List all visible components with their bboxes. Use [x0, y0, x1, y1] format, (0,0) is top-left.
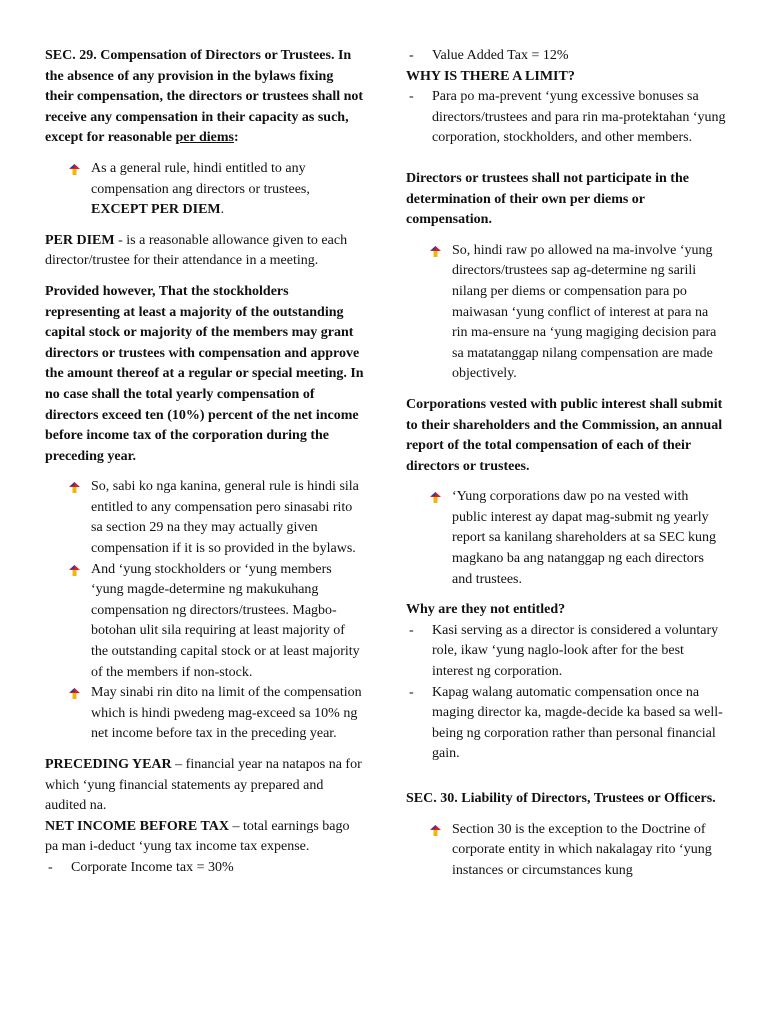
- arrow-bullet-icon: [69, 688, 80, 699]
- corporate-tax-item: - Corporate Income tax = 30%: [45, 858, 365, 879]
- net-income-definition: NET INCOME BEFORE TAX – total earnings bago pa man i-deduct ‘yung tax income tax expense.: [45, 818, 350, 855]
- arrow-bullet-icon: [69, 482, 80, 493]
- proviso-paragraph: Provided however, That the stockholders representing at least a majority of the outstanding capital stock or majority of the members may grant directors or trustees with compensation and approve the amount thereof at a regular or special meeting. In no case shall the total yearly compensation of directors exceed ten (10%) percent of the net income before income tax of the corporation during the preceding year.: [45, 283, 364, 464]
- bullet-list-sec30: [406, 820, 726, 882]
- public-interest-paragraph: Corporations vested with public interest shall submit to their shareholders and the Commission, an annual report of the total compensation of each of their directors or trustees.: [406, 396, 723, 474]
- list-item: ‘Yung corporations daw po na vested with public interest ay dapat mag-submit ng yearly report sa kanilang shareholders at sa SEC kung magkano ba ang natanggap ng each directors and trustees.: [452, 487, 726, 590]
- arrow-bullet-icon: [430, 246, 441, 257]
- left-column: [45, 46, 365, 879]
- bullet-list-public-interest: [406, 487, 726, 590]
- list-item: So, hindi raw po allowed na ma-involve ‘yung directors/trustees sap ag-determine ng sarili nilang per diems or compensation para po maiwasan ‘yung conflict of interest at para na rin ma-ensure na ‘yung magiging decision para sa matatanggap nilang compensation are made objectively.: [452, 241, 726, 385]
- bullet-list-no-participate: [406, 241, 726, 385]
- list-item: May sinabi rin dito na limit of the compensation which is hindi pwedeng mag-exceed sa 10% ng net income before tax in the preceding year.: [91, 683, 365, 745]
- arrow-bullet-icon: [69, 164, 80, 175]
- reason-item: - Kasi serving as a director is considered a voluntary role, ikaw ‘yung naglo-look after for the best interest ng corporation.: [409, 622, 719, 680]
- vat-item: - Value Added Tax = 12%: [406, 46, 726, 67]
- why-limit-heading: WHY IS THERE A LIMIT?: [406, 68, 575, 84]
- no-participate-paragraph: Directors or trustees shall not participate in the determination of their own per diems or compensation.: [406, 170, 689, 228]
- list-item: As a general rule, hindi entitled to any compensation ang directors or trustees, EXCEPT PER DIEM.: [91, 159, 365, 221]
- why-not-entitled-heading: Why are they not entitled?: [406, 602, 566, 618]
- dash-mark: -: [409, 89, 414, 105]
- dash-mark: -: [409, 622, 414, 638]
- bullet-list-explanation: [45, 477, 365, 745]
- list-item: Section 30 is the exception to the Doctrine of corporate entity in which nakalagay rito ‘yung instances or circumstances kung: [452, 820, 726, 882]
- sec30-heading: SEC. 30. Liability of Directors, Trustees or Officers.: [406, 791, 716, 806]
- why-limit-answer: - Para po ma-prevent ‘yung excessive bonuses sa directors/trustees and para rin ma-protektahan ‘yung corporation, stockholders, and other members.: [409, 89, 726, 146]
- per-diem-definition: PER DIEM - is a reasonable allowance given to each director/trustee for their attendance in a meeting.: [45, 232, 348, 269]
- dash-mark: -: [409, 684, 414, 700]
- sec29-heading: SEC. 29. Compensation of Directors or Trustees. In the absence of any provision in the bylaws fixing their compensation, the directors or trustees shall not receive any compensation in their capacity as such, except for reasonable per diems:: [45, 48, 364, 146]
- bullet-list-general-rule: [45, 159, 365, 221]
- list-item: And ‘yung stockholders or ‘yung members ‘yung magde-determine ng makukuhang compensation ng directors/trustees. Magbo-botohan ulit sila requiring at least majority of the outstanding capital stock or at least majority of the members if non-stock.: [91, 560, 365, 684]
- dash-mark: -: [48, 859, 53, 875]
- dash-mark: -: [409, 48, 414, 63]
- arrow-bullet-icon: [430, 492, 441, 503]
- arrow-bullet-icon: [69, 565, 80, 576]
- arrow-bullet-icon: [430, 825, 441, 836]
- right-column: [406, 46, 726, 881]
- preceding-year-definition: PRECEDING YEAR – financial year na natapos na for which ‘yung financial statements ay prepared and audited na.: [45, 757, 362, 814]
- list-item: So, sabi ko nga kanina, general rule is hindi sila entitled to any compensation pero sinasabi rito sa section 29 na they may actually given compensation if it is so provided in the bylaws.: [91, 477, 365, 559]
- reason-item: - Kapag walang automatic compensation once na maging director ka, magde-decide ka based sa well-being ng corporation rather than personal financial gain.: [409, 684, 723, 762]
